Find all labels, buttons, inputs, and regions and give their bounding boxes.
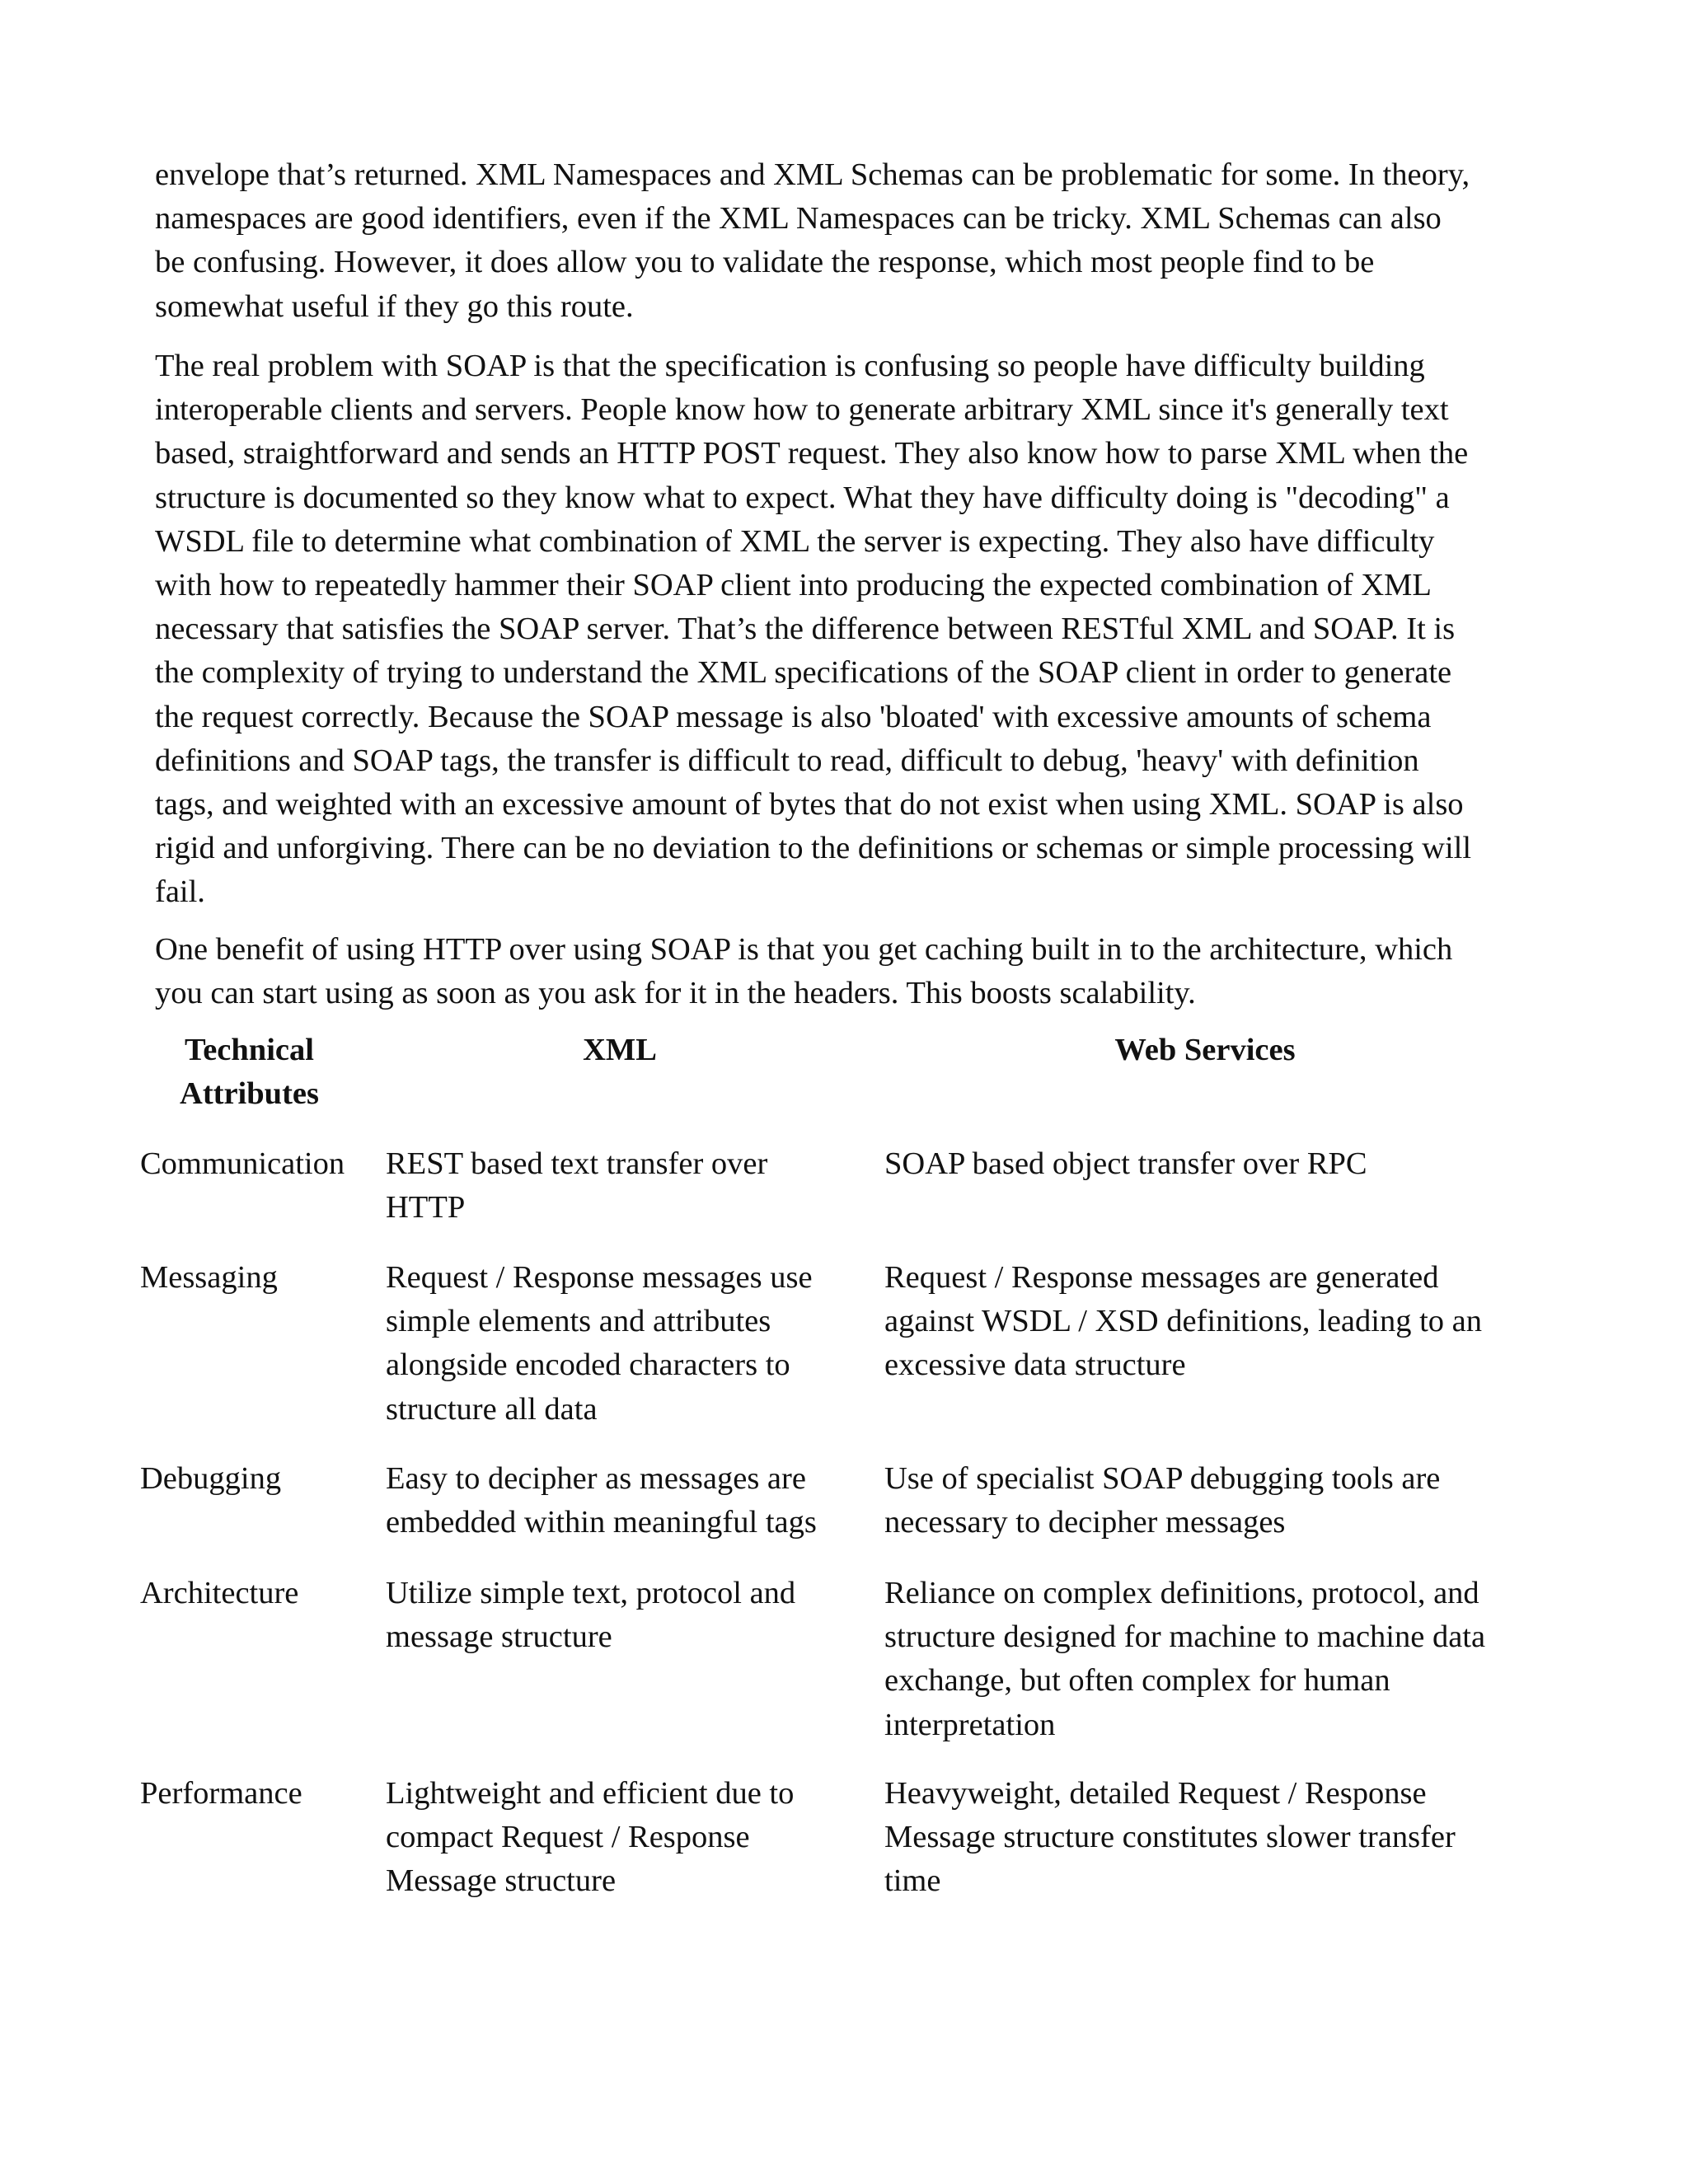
table-header-technical-attributes [140,1029,359,1116]
text-line: The real problem with SOAP is that the specification is confusing so people have difficulty building [155,349,1425,383]
text-line: the complexity of trying to understand the XML specifications of the SOAP client in order to generate [155,655,1452,691]
header-line: XML [583,1033,657,1067]
cell-line: excessive data structure [884,1347,1186,1383]
cell-line: Use of specialist SOAP debugging tools are [884,1461,1441,1496]
cell-line: Messaging [140,1260,278,1295]
text-line: interoperable clients and servers. People know how to generate arbitrary XML since it's generally text [155,392,1449,428]
cell-line: embedded within meaningful tags [386,1505,817,1540]
xml-cell [386,1256,864,1432]
cell-line: Request / Response messages are generated [884,1260,1439,1295]
cell-line: Debugging [140,1461,282,1496]
web-services-cell [884,1457,1544,1544]
header-line: Technical [185,1033,314,1067]
cell-line: REST based text transfer over [386,1146,768,1181]
cell-line: against WSDL / XSD definitions, leading to an [884,1304,1482,1339]
table-header-xml [384,1029,856,1072]
cell-line: Architecture [140,1576,299,1610]
web-services-cell [884,1572,1544,1747]
text-line: WSDL file to determine what combination of XML the server is expecting. They also have difficulty [155,523,1435,559]
text-line: tags, and weighted with an excessive amount of bytes that do not exist when using XML. SOAP is also [155,787,1464,823]
cell-line: Reliance on complex definitions, protocol, and [884,1576,1479,1610]
text-line: namespaces are good identifiers, even if the XML Namespaces can be tricky. XML Schemas can also [155,201,1442,237]
text-line: with how to repeatedly hammer their SOAP client into producing the expected combination of XML [155,568,1432,603]
text-line: the request correctly. Because the SOAP message is also 'bloated' with excessive amounts of schema [155,699,1432,734]
web-services-cell [884,1142,1544,1186]
cell-line: Performance [140,1776,302,1811]
header-line: Web Services [1114,1033,1296,1067]
attribute-cell [140,1457,371,1501]
cell-line: time [884,1863,941,1899]
cell-line: exchange, but often complex for human [884,1663,1390,1699]
text-line: be confusing. However, it does allow you to validate the response, which most people find to be [155,245,1375,280]
xml-cell [386,1772,864,1904]
text-line: structure is documented so they know what to expect. What they have difficulty doing is "decoding" a [155,480,1450,515]
cell-line: Message structure constitutes slower transfer [884,1820,1456,1855]
cell-line: compact Request / Response [386,1820,750,1855]
xml-cell [386,1142,864,1230]
text-line: somewhat useful if they go this route. [155,288,634,324]
cell-line: Lightweight and efficient due to [386,1776,795,1811]
xml-cell [386,1572,864,1659]
cell-line: Request / Response messages use [386,1260,813,1295]
cell-line: HTTP [386,1190,466,1226]
attribute-cell [140,1572,371,1615]
cell-line: Message structure [386,1863,617,1899]
cell-line: Utilize simple text, protocol and [386,1576,796,1610]
cell-line: alongside encoded characters to [386,1347,790,1383]
cell-line: Communication [140,1146,345,1181]
cell-line: structure all data [386,1391,598,1427]
cell-line: message structure [386,1619,612,1655]
paragraph-1 [155,153,1548,329]
cell-line: SOAP based object transfer over RPC [884,1146,1367,1181]
text-line: you can start using as soon as you ask for it in the headers. This boosts scalability. [155,976,1196,1011]
table-header-web-services [884,1029,1526,1072]
cell-line: structure designed for machine to machine data [884,1619,1486,1655]
text-line: definitions and SOAP tags, the transfer is difficult to read, difficult to debug, 'heavy' with definition [155,743,1419,778]
cell-line: interpretation [884,1707,1056,1742]
text-line: fail. [155,874,205,910]
text-line: rigid and unforgiving. There can be no deviation to the definitions or schemas or simple processing will [155,831,1472,866]
cell-line: Heavyweight, detailed Request / Response [884,1776,1427,1811]
web-services-cell [884,1256,1544,1388]
text-line: necessary that satisfies the SOAP server. That’s the difference between RESTful XML and SOAP. It is [155,612,1456,647]
web-services-cell [884,1772,1544,1904]
attribute-cell [140,1256,371,1300]
xml-cell [386,1457,864,1544]
paragraph-3 [155,928,1548,1015]
text-line: based, straightforward and sends an HTTP POST request. They also know how to parse XML when the [155,436,1469,471]
cell-line: necessary to decipher messages [884,1505,1286,1540]
text-line: envelope that’s returned. XML Namespaces and XML Schemas can be problematic for some. In theory, [155,157,1470,192]
attribute-cell [140,1142,371,1186]
cell-line: simple elements and attributes [386,1304,771,1339]
text-line: One benefit of using HTTP over using SOAP is that you get caching built in to the architecture, which [155,932,1453,967]
cell-line: Easy to decipher as messages are [386,1461,806,1496]
attribute-cell [140,1772,371,1816]
paragraph-2 [155,344,1548,915]
header-line: Attributes [180,1076,319,1112]
